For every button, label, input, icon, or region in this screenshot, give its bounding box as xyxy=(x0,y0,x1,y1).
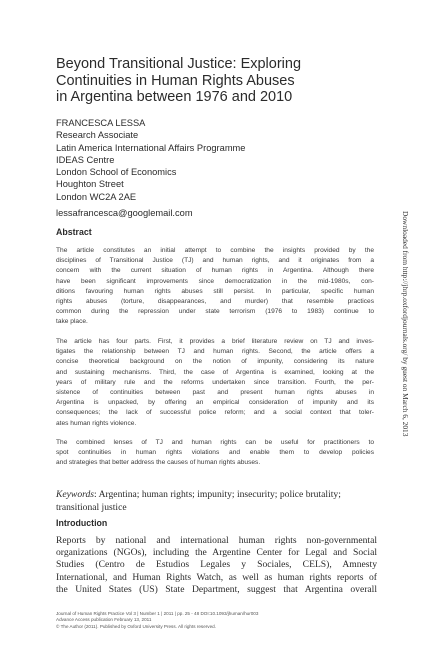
introduction-line: Studies (Centro de Estudios Legales y Sociales, CELS), Amnesty xyxy=(56,559,377,571)
abstract-line: The article has four parts. First, it provides a brief literature review on TJ and inves- xyxy=(56,338,374,345)
abstract-line: tigates the relationship between TJ and human rights. Second, the article offers a xyxy=(56,348,374,356)
affiliation-line: IDEAS Centre xyxy=(56,154,115,165)
address-line: Houghton Street xyxy=(56,179,124,190)
abstract-line: sistence of continuities between past and present human rights abuses in xyxy=(56,388,374,396)
abstract-line: and sustaining mechanisms. Third, the case of Argentina is examined, looking at the xyxy=(56,368,374,376)
journal-footer xyxy=(56,611,258,630)
keywords-list: : Argentina; human rights; impunity; insecurity; police brutality; xyxy=(94,489,341,500)
introduction-line: Reports by national and international human rights non-governmental xyxy=(56,535,377,546)
keywords xyxy=(56,488,376,514)
copyright-line: © The Author (2011). Published by Oxford University Press. All rights reserved. xyxy=(56,623,216,629)
abstract-line: consequences; the lack of successful police reform; and a social context that toler- xyxy=(56,409,374,417)
abstract-line: ates human rights violence. xyxy=(56,419,137,427)
abstract-line: The article constitutes an initial attempt to combine the insights provided by the xyxy=(56,247,374,254)
abstract-line: concern with the current situation of human rights in Argentina. Although there xyxy=(56,267,374,275)
article-title xyxy=(56,56,356,106)
abstract-paragraph-1 xyxy=(56,246,374,328)
author-role: Research Associate xyxy=(56,130,139,141)
download-watermark-text: Downloaded from http://jhrp.oxfordjournals.org/ by guest on March 6, 2013 xyxy=(401,211,410,437)
abstract-line: take place. xyxy=(56,318,88,326)
publication-date-line: Advance Access publication February 13, 2011 xyxy=(56,617,152,623)
abstract-line: disciplines of Transitional Justice (TJ) and human rights, and it originates from a xyxy=(56,257,374,265)
keywords-list: transitional justice xyxy=(56,502,127,513)
introduction-line: organizations (NGOs), including the Argentine Center for Legal and Social xyxy=(56,547,377,559)
introduction-line: International, and Human Rights Watch, as well as human rights reports of xyxy=(56,571,377,583)
author-affiliation xyxy=(56,117,245,203)
abstract-line: concise theoretical background on the notion of impunity, considering its nature xyxy=(56,358,374,366)
abstract-line: and strategies that better address the causes of human rights abuses. xyxy=(56,459,261,467)
abstract-paragraph-3 xyxy=(56,438,374,469)
title-line: Beyond Transitional Justice: Exploring xyxy=(56,56,302,72)
abstract-line: rights abuses (torture, disappearances, and murder) that resemble practices xyxy=(56,297,374,305)
abstract-line: ditions favouring human rights abuses still persist. In particular, specific human xyxy=(56,287,374,295)
affiliation-line: Latin America International Affairs Programme xyxy=(56,142,246,153)
abstract-paragraph-2 xyxy=(56,337,374,429)
introduction-heading: Introduction xyxy=(56,518,108,528)
affiliation-line: London School of Economics xyxy=(56,167,177,178)
author-name: FRANCESCA LESSA xyxy=(56,118,146,128)
title-line: Continuities in Human Rights Abuses xyxy=(56,72,295,89)
abstract-line: years of military rule and the reforms undertaken since transition. Fourth, the per- xyxy=(56,378,374,386)
introduction-line: the United States (US) State Department, suggest that Argentina overall xyxy=(56,583,377,595)
abstract-line: spot continuities in human rights violations and enable them to develop policies xyxy=(56,449,374,457)
abstract-line: have been significant improvements since democratization in the mid-1980s, con- xyxy=(56,277,374,285)
introduction-text xyxy=(56,535,377,596)
abstract-line: The combined lenses of TJ and human rights can be useful for practitioners to xyxy=(56,439,374,446)
keywords-label: Keywords xyxy=(56,489,95,500)
download-watermark xyxy=(401,211,416,481)
abstract-heading: Abstract xyxy=(56,227,92,237)
abstract-line: Argentina is unpacked, by offering an empirical consideration of impunity and its xyxy=(56,399,374,407)
author-email: lessafrancesca@googlemail.com xyxy=(56,208,193,218)
address-line: London WC2A 2AE xyxy=(56,191,137,202)
abstract-line: common during the repression under state terrorism (1976 to 1983) continue to xyxy=(56,308,374,316)
citation-line: Journal of Human Rights Practice Vol 3 | Number 1 | 2011 | pp. 25 - 48 DOI:10.1093/jhuman/hur003 xyxy=(56,611,259,616)
title-line: in Argentina between 1976 and 2010 xyxy=(56,89,293,105)
